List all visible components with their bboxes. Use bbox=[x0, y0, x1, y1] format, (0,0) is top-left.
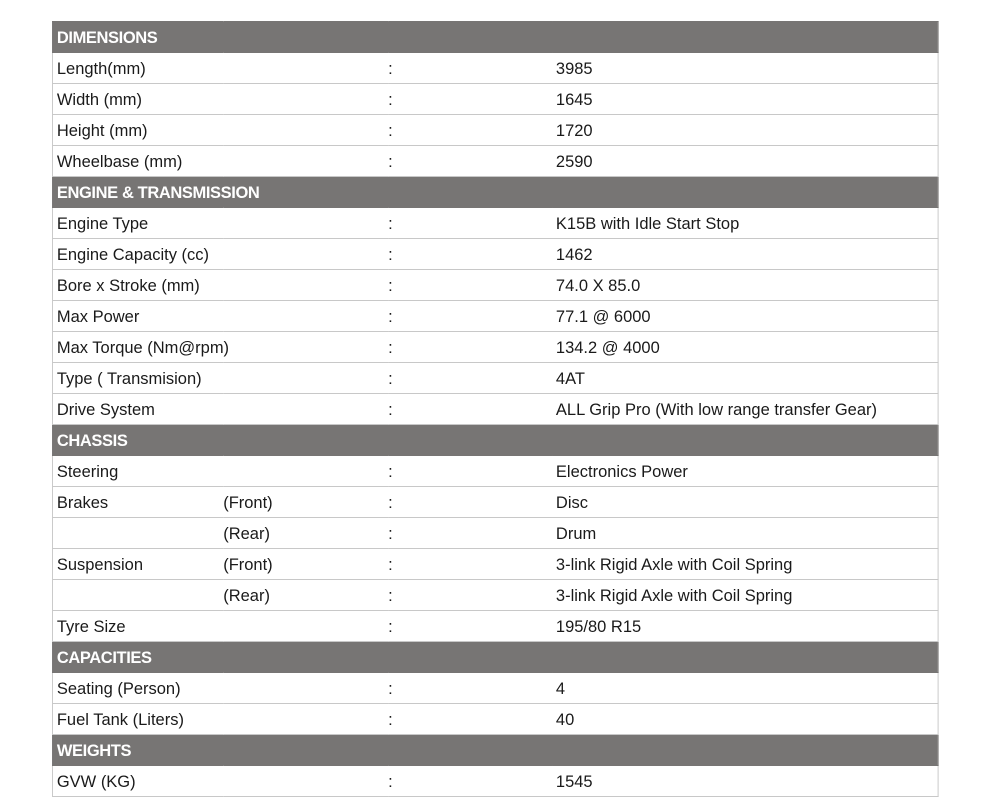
spec-value: Drum bbox=[552, 518, 938, 549]
spec-label bbox=[52, 518, 223, 549]
separator: : bbox=[388, 673, 552, 704]
spec-label: Max Power bbox=[52, 301, 388, 332]
spec-row bbox=[52, 673, 938, 704]
spec-row bbox=[52, 549, 938, 580]
separator: : bbox=[388, 239, 552, 270]
spec-value: 77.1 @ 6000 bbox=[552, 301, 938, 332]
spec-value: Electronics Power bbox=[552, 456, 938, 487]
section-header-dimensions bbox=[52, 22, 938, 53]
separator: : bbox=[388, 53, 552, 84]
spec-value: 1645 bbox=[552, 84, 938, 115]
spec-value: 2590 bbox=[552, 146, 938, 177]
spec-sublabel bbox=[223, 611, 388, 642]
spec-label: Length(mm) bbox=[52, 53, 388, 84]
spec-label: Bore x Stroke (mm) bbox=[52, 270, 388, 301]
spec-row bbox=[52, 53, 938, 84]
separator: : bbox=[388, 766, 552, 797]
spec-row bbox=[52, 518, 938, 549]
separator: : bbox=[388, 146, 552, 177]
spec-row bbox=[52, 704, 938, 735]
separator: : bbox=[388, 363, 552, 394]
spec-label: Engine Type bbox=[52, 208, 388, 239]
section-title: CHASSIS bbox=[52, 425, 938, 456]
separator: : bbox=[388, 704, 552, 735]
spec-value: 3-link Rigid Axle with Coil Spring bbox=[552, 580, 938, 611]
spec-sublabel: (Rear) bbox=[223, 518, 388, 549]
spec-value: Disc bbox=[552, 487, 938, 518]
spec-row bbox=[52, 363, 938, 394]
spec-sublabel: (Front) bbox=[223, 487, 388, 518]
spec-value: 1545 bbox=[552, 766, 938, 797]
spec-label: Wheelbase (mm) bbox=[52, 146, 388, 177]
spec-value: ALL Grip Pro (With low range transfer Gear) bbox=[552, 394, 938, 425]
spec-label: Max Torque (Nm@rpm) bbox=[52, 332, 388, 363]
section-header-weights bbox=[52, 735, 938, 766]
spec-row bbox=[52, 487, 938, 518]
separator: : bbox=[388, 518, 552, 549]
spec-sublabel: (Rear) bbox=[223, 580, 388, 611]
separator: : bbox=[388, 115, 552, 146]
separator: : bbox=[388, 580, 552, 611]
spec-value: 3-link Rigid Axle with Coil Spring bbox=[552, 549, 938, 580]
spec-value: 134.2 @ 4000 bbox=[552, 332, 938, 363]
spec-row bbox=[52, 84, 938, 115]
section-header-capacities bbox=[52, 642, 938, 673]
section-title: ENGINE & TRANSMISSION bbox=[52, 177, 938, 208]
spec-value: 40 bbox=[552, 704, 938, 735]
separator: : bbox=[388, 456, 552, 487]
separator: : bbox=[388, 208, 552, 239]
separator: : bbox=[388, 332, 552, 363]
spec-row bbox=[52, 394, 938, 425]
spec-row bbox=[52, 270, 938, 301]
separator: : bbox=[388, 487, 552, 518]
spec-row bbox=[52, 456, 938, 487]
spec-row bbox=[52, 146, 938, 177]
spec-row bbox=[52, 208, 938, 239]
spec-label: Height (mm) bbox=[52, 115, 388, 146]
spec-row bbox=[52, 580, 938, 611]
spec-label bbox=[52, 580, 223, 611]
spec-label: Width (mm) bbox=[52, 84, 388, 115]
specifications-table bbox=[52, 21, 939, 797]
spec-label: Seating (Person) bbox=[52, 673, 388, 704]
spec-value: 195/80 R15 bbox=[552, 611, 938, 642]
spec-row bbox=[52, 239, 938, 270]
spec-sublabel bbox=[223, 456, 388, 487]
separator: : bbox=[388, 301, 552, 332]
spec-row bbox=[52, 332, 938, 363]
spec-value: 74.0 X 85.0 bbox=[552, 270, 938, 301]
spec-value: K15B with Idle Start Stop bbox=[552, 208, 938, 239]
section-title: CAPACITIES bbox=[52, 642, 938, 673]
spec-sublabel: (Front) bbox=[223, 549, 388, 580]
spec-value: 1462 bbox=[552, 239, 938, 270]
separator: : bbox=[388, 394, 552, 425]
section-header-chassis bbox=[52, 425, 938, 456]
spec-value: 3985 bbox=[552, 53, 938, 84]
separator: : bbox=[388, 84, 552, 115]
section-title: DIMENSIONS bbox=[52, 22, 938, 53]
separator: : bbox=[388, 270, 552, 301]
spec-value: 4 bbox=[552, 673, 938, 704]
spec-label: Steering bbox=[52, 456, 223, 487]
spec-label: Fuel Tank (Liters) bbox=[52, 704, 388, 735]
spec-label: Engine Capacity (cc) bbox=[52, 239, 388, 270]
spec-row bbox=[52, 301, 938, 332]
spec-row bbox=[52, 115, 938, 146]
separator: : bbox=[388, 611, 552, 642]
section-header-engine-transmission bbox=[52, 177, 938, 208]
section-title: WEIGHTS bbox=[52, 735, 938, 766]
spec-label: GVW (KG) bbox=[52, 766, 388, 797]
spec-value: 4AT bbox=[552, 363, 938, 394]
spec-label: Drive System bbox=[52, 394, 388, 425]
spec-value: 1720 bbox=[552, 115, 938, 146]
spec-label: Brakes bbox=[52, 487, 223, 518]
spec-label: Tyre Size bbox=[52, 611, 223, 642]
spec-label: Type ( Transmision) bbox=[52, 363, 388, 394]
spec-row bbox=[52, 766, 938, 797]
separator: : bbox=[388, 549, 552, 580]
spec-row bbox=[52, 611, 938, 642]
spec-label: Suspension bbox=[52, 549, 223, 580]
